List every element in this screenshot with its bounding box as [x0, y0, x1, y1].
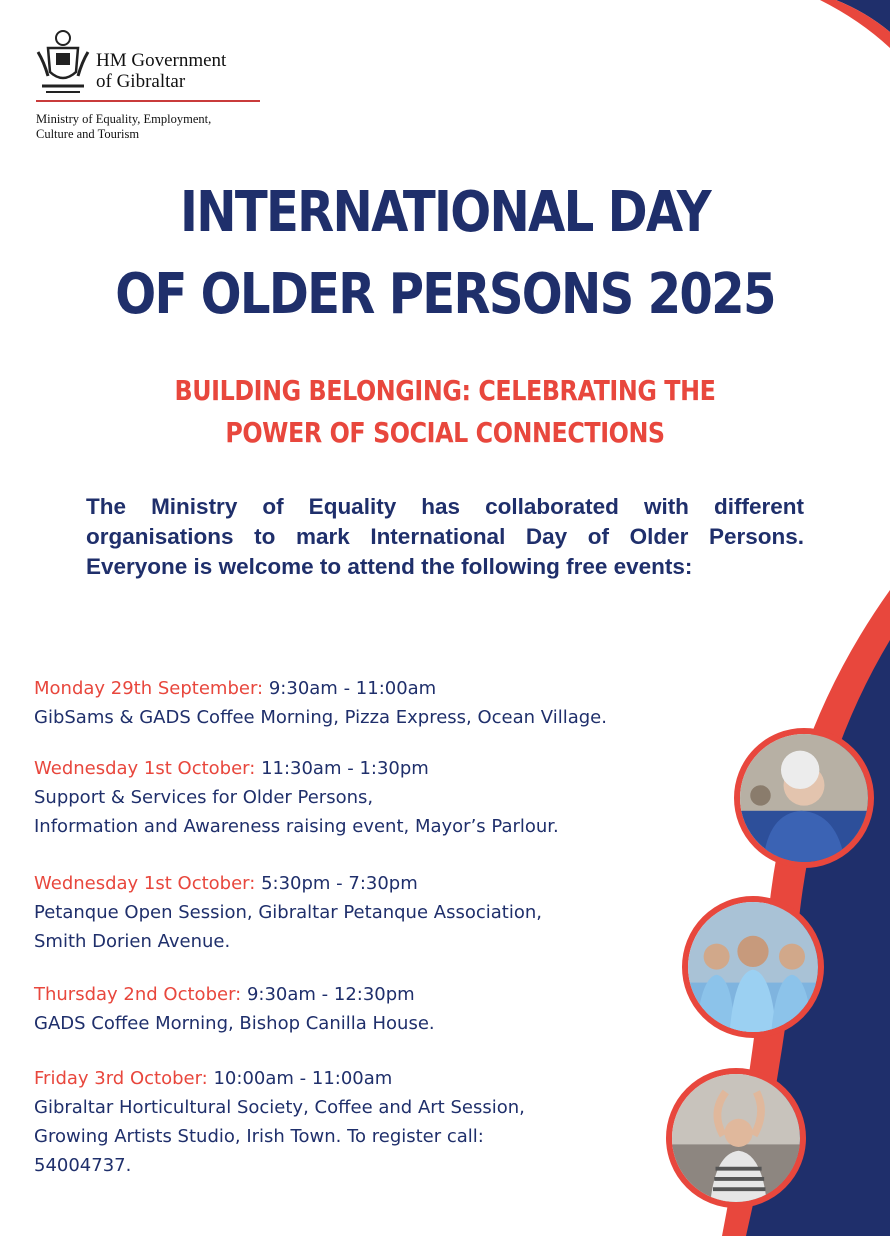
title-line-1: INTERNATIONAL DAY: [180, 180, 710, 245]
subtitle-line-2: POWER OF SOCIAL CONNECTIONS: [225, 416, 665, 449]
title-line-2: OF OLDER PERSONS 2025: [115, 262, 775, 327]
event-detail: Growing Artists Studio, Irish Town. To register call:: [34, 1126, 484, 1147]
event-day: Monday 29th September:: [34, 678, 264, 699]
event-detail: GibSams & GADS Coffee Morning, Pizza Express, Ocean Village.: [34, 707, 607, 728]
event-time: 9:30am - 11:00am: [268, 678, 437, 699]
dancing-woman-photo: [666, 1068, 806, 1208]
gov-line-1: HM Government: [96, 50, 227, 71]
event-day: Wednesday 1st October:: [34, 873, 256, 894]
ministry-line-1: Ministry of Equality, Employment,: [36, 112, 212, 126]
event-item: [34, 980, 654, 1038]
event-detail: GADS Coffee Morning, Bishop Canilla House.: [34, 1013, 435, 1034]
event-item: [34, 1064, 654, 1180]
event-time: 5:30pm - 7:30pm: [261, 873, 418, 894]
event-day: Thursday 2nd October:: [34, 984, 242, 1005]
event-detail: Gibraltar Horticultural Society, Coffee and Art Session,: [34, 1097, 525, 1118]
dancing-woman-photo-image: [672, 1074, 800, 1202]
theme-subtitle: [67, 370, 824, 454]
government-name: [96, 50, 296, 92]
event-item: [34, 869, 654, 956]
ministry-name: [36, 112, 276, 142]
three-men-photo-image: [688, 902, 818, 1032]
intro-paragraph: The Ministry of Equality has collaborated with different organisations to mark International Day of Older Persons. Everyone is welcome to attend the following free events:: [86, 494, 804, 579]
event-time: 11:30am - 1:30pm: [261, 758, 429, 779]
gov-line-2: of Gibraltar: [96, 71, 186, 92]
older-woman-photo-image: [740, 734, 868, 862]
older-woman-photo: [734, 728, 874, 868]
ministry-line-2: Culture and Tourism: [36, 127, 140, 141]
gibraltar-crest-icon: [36, 28, 90, 94]
event-detail: Support & Services for Older Persons,: [34, 787, 374, 808]
event-time: 10:00am - 11:00am: [213, 1068, 393, 1089]
page-title: [62, 172, 827, 336]
event-item: [34, 674, 654, 732]
event-time: 9:30am - 12:30pm: [246, 984, 415, 1005]
subtitle-line-1: BUILDING BELONGING: CELEBRATING THE: [174, 374, 716, 407]
header-divider: [36, 100, 260, 102]
three-men-photo: [682, 896, 824, 1038]
event-day: Wednesday 1st October:: [34, 758, 256, 779]
event-day: Friday 3rd October:: [34, 1068, 208, 1089]
event-detail: Information and Awareness raising event, Mayor’s Parlour.: [34, 816, 559, 837]
event-detail: Smith Dorien Avenue.: [34, 931, 231, 952]
event-detail: Petanque Open Session, Gibraltar Petanque Association,: [34, 902, 542, 923]
event-item: [34, 754, 654, 841]
event-detail: 54004737.: [34, 1155, 132, 1176]
